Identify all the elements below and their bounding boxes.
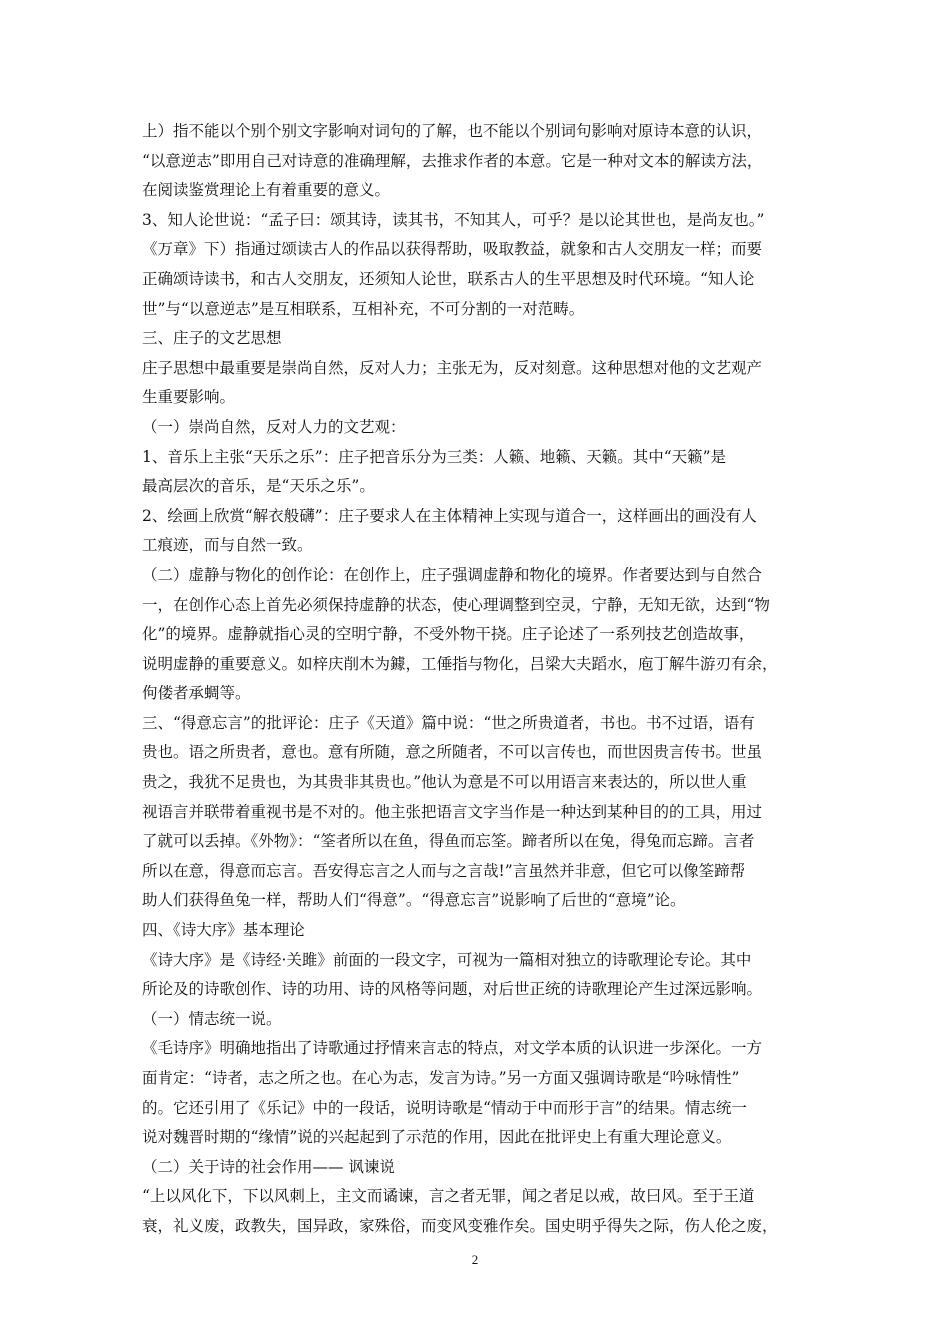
- text-line: （一）崇尚自然，反对人力的文艺观：: [142, 417, 406, 436]
- text-line: 四、《诗大序》基本理论: [142, 921, 305, 940]
- text-line: 庄子思想中最重要是崇尚自然，反对人力；主张无为，反对刻意。这种思想对他的文艺观产: [142, 358, 763, 377]
- text-line: 工痕迹，而与自然一致。: [142, 536, 313, 555]
- text-line: “上以风化下，下以风刺上，主文而谲谏，言之者无罪，闻之者足以戒，故曰风。至于王道: [142, 1187, 755, 1206]
- text-line: 化”的境界。虚静就指心灵的空明宁静，不受外物干挠。庄子论述了一系列技艺创造故事，: [142, 625, 755, 644]
- text-line: 说明虚静的重要意义。如梓庆削木为鐻，工倕指与物化，吕梁大夫蹈水，庖丁解牛游刃有余，: [142, 654, 778, 673]
- document-body: [142, 117, 810, 1242]
- text-line: 三、“得意忘言”的批评论：庄子《天道》篇中说：“世之所贵道者，书也。书不过语，语有: [142, 713, 755, 732]
- text-line: 最高层次的音乐，是“天乐之乐”。: [142, 477, 375, 496]
- text-line: “以意逆志”即用自己对诗意的准确理解，去推求作者的本意。它是一种对文本的解读方法，: [142, 151, 763, 170]
- text-line: （一）情志统一说。: [142, 1009, 282, 1028]
- text-line: 视语言并联带着重视书是不对的。他主张把语言文字当作是一种达到某种目的的工具，用过: [142, 802, 763, 821]
- text-line: 3、知人论世说：“孟子曰：颂其诗，读其书，不知其人，可乎？是以论其世也，是尚友也。”: [142, 210, 765, 229]
- text-line: 三、庄子的文艺思想: [142, 329, 282, 348]
- text-line: 1、音乐上主张“天乐之乐”：庄子把音乐分为三类：人籁、地籁、天籁。其中“天籁”是: [142, 447, 727, 466]
- text-line: 一，在创作心态上首先必须保持虚静的状态，使心理调整到空灵，宁静，无知无欲，达到“物: [142, 595, 770, 614]
- text-line: 《万章》下）指通过颂读古人的作品以获得帮助，吸取教益，就象和古人交朋友一样；而要: [142, 240, 763, 259]
- page-number: 2: [471, 1252, 479, 1267]
- text-line: 世”与“以意逆志”是互相联系，互相补充，不可分割的一对范畴。: [142, 299, 585, 318]
- text-line: （二）关于诗的社会作用—— 讽谏说: [142, 1157, 395, 1176]
- text-line: 所论及的诗歌创作、诗的功用、诗的风格等问题，对后世正统的诗歌理论产生过深远影响。: [142, 980, 763, 999]
- text-line: 2、绘画上欣赏“解衣般礴”：庄子要求人在主体精神上实现与道合一，这样画出的画没有人: [142, 506, 757, 525]
- text-line: 了就可以丢掉。《外物》：“筌者所以在鱼，得鱼而忘筌。蹄者所以在兔，得兔而忘蹄。言者: [142, 832, 755, 851]
- text-line: 的。它还引用了《乐记》中的一段话，说明诗歌是“情动于中而形于言”的结果。情志统一: [142, 1098, 747, 1117]
- text-line: 助人们获得鱼兔一样，帮助人们“得意”。“得意忘言”说影响了后世的“意境”论。: [142, 891, 686, 910]
- text-line: 佝偻者承蜩等。: [142, 684, 251, 703]
- text-line: 贵也。语之所贵者，意也。意有所随，意之所随者，不可以言传也，而世因贵言传书。世虽: [142, 743, 763, 762]
- text-line: 正确颂诗读书，和古人交朋友，还须知人论世，联系古人的生平思想及时代环境。“知人论: [142, 269, 755, 288]
- text-line: 生重要影响。: [142, 388, 236, 407]
- text-line: （二）虚静与物化的创作论：在创作上，庄子强调虚静和物化的境界。作者要达到与自然合: [142, 565, 763, 584]
- text-line: 衰，礼义废，政教失，国异政，家殊俗，而变风变雅作矣。国史明乎得失之际，伤人伦之废，: [142, 1216, 778, 1235]
- text-line: 说对魏晋时期的“缘情”说的兴起起到了示范的作用，因此在批评史上有重大理论意义。: [142, 1128, 732, 1147]
- text-line: 所以在意，得意而忘言。吾安得忘言之人而与之言哉!”言虽然并非意，但它可以像筌蹄帮: [142, 861, 746, 880]
- text-line: 上）指不能以个别个别文字影响对词句的了解，也不能以个别词句影响对原诗本意的认识，: [142, 122, 763, 140]
- text-line: 贵之，我犹不足贵也，为其贵非其贵也。”他认为意是不可以用语言来表达的，所以世人重: [142, 773, 747, 792]
- text-line: 面肯定：“诗者，志之所之也。在心为志，发言为诗。”另一方面又强调诗歌是“吟咏情性”: [142, 1069, 740, 1087]
- text-line: 在阅读鉴赏理论上有着重要的意义。: [142, 181, 391, 200]
- text-line: 《毛诗序》明确地指出了诗歌通过抒情来言志的特点，对文学本质的认识进一步深化。一方: [142, 1039, 763, 1058]
- text-line: 《诗大序》是《诗经·关雎》前面的一段文字，可视为一篇相对独立的诗歌理论专论。其中: [142, 950, 752, 969]
